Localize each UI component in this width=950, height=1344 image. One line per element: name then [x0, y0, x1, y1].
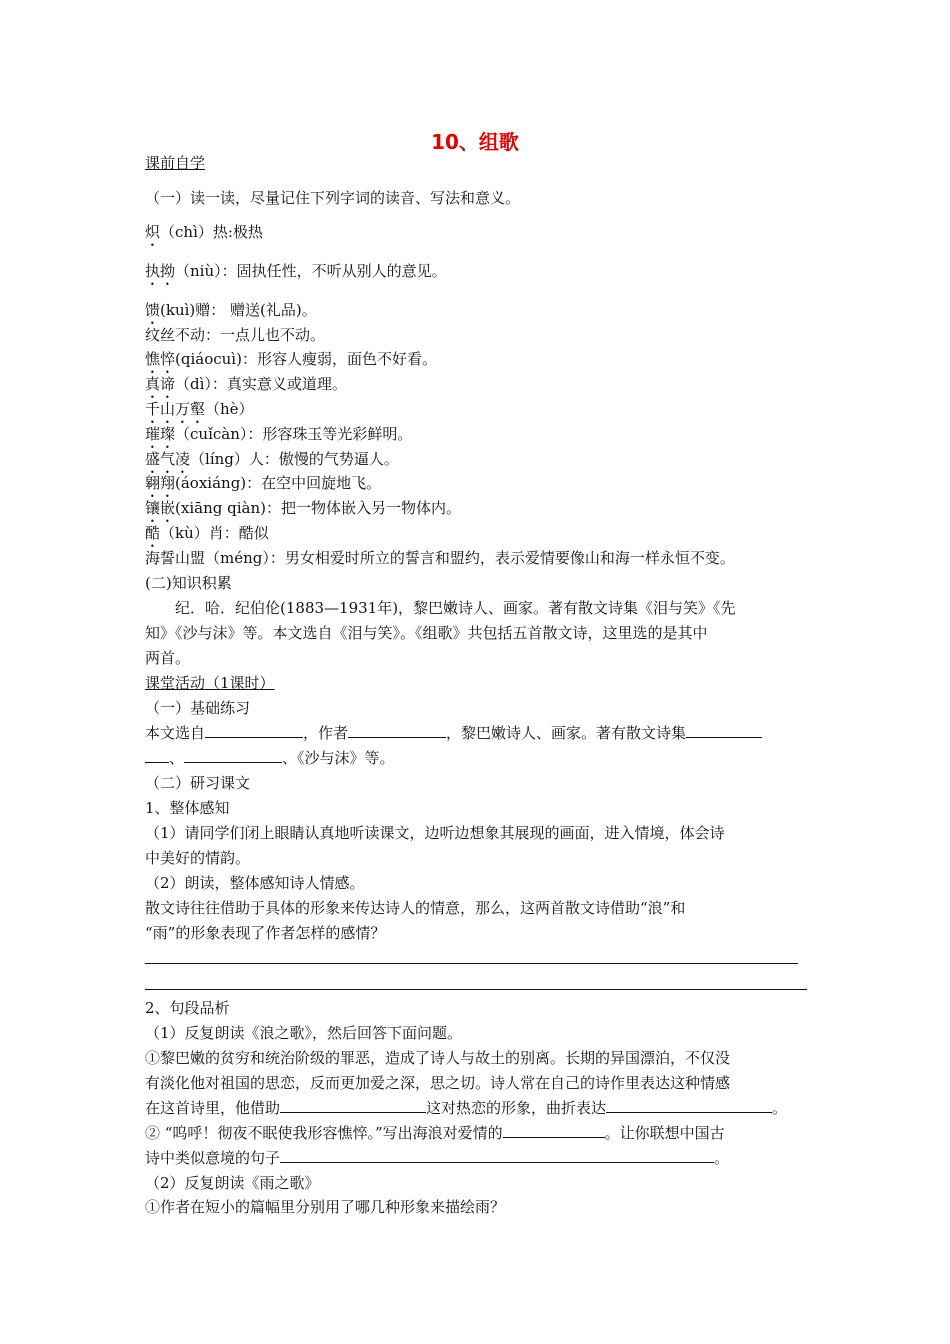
answer-blank[interactable]: [280, 1148, 714, 1163]
basic-fill-line: [145, 748, 395, 768]
question-line: ①黎巴嫩的贫穷和统治阶级的罪恶，造成了诗人与故土的别离。长期的异国漂泊，不仅没: [145, 1049, 731, 1067]
vocab-word: 盛气凌: [145, 450, 191, 468]
answer-blank[interactable]: [686, 723, 762, 738]
vocab-item: [145, 300, 317, 328]
vocab-item: [145, 523, 269, 551]
vocab-item: [145, 374, 347, 402]
fill-line: [145, 1148, 729, 1168]
answer-blank[interactable]: [205, 723, 303, 738]
answer-blank[interactable]: [348, 723, 446, 738]
fill-text: ，作者: [303, 724, 349, 742]
study-text-heading: （二）研习课文: [145, 774, 251, 792]
question-line: （1）请同学们闭上眼睛认真地听读课文，边听边想象其展现的画面，进入情境，体会诗: [145, 824, 725, 842]
answer-blank[interactable]: [606, 1098, 772, 1113]
question-line: 散文诗往往借助于具体的形象来传达诗人的情意，那么，这两首散文诗借助“浪”和: [145, 899, 686, 917]
question-line: ①作者在短小的篇幅里分别用了哪几种形象来描绘雨？: [145, 1198, 506, 1216]
fill-line: [145, 1123, 725, 1143]
vocab-word: 执拗: [145, 262, 176, 280]
knowledge-text-line: 知》《沙与沫》等。本文选自《泪与笑》。《组歌》共包括五首散文诗，这里选的是其中: [145, 624, 708, 642]
knowledge-text-line: 纪．哈．纪伯伦(1883—1931年)，黎巴嫩诗人、画家。著有散文诗集《泪与笑》《先: [175, 599, 736, 617]
vocab-word: 馈: [145, 301, 161, 319]
vocab-definition: （chì）热:极热: [160, 223, 263, 241]
fill-text: 。让你联想中国古: [604, 1124, 725, 1142]
fill-text: ② “呜呼！彻夜不眠使我形容憔悴。”写出海浪对爱情的: [145, 1124, 503, 1142]
vocab-word: 璀璨: [145, 425, 176, 443]
vocab-definition: （kù）肖：酷似: [160, 524, 269, 542]
page-title: 10、组歌: [431, 130, 519, 154]
part1-heading: （一）读一读，尽量记住下列字词的读音、写法和意义。: [145, 189, 521, 207]
answer-line[interactable]: [145, 963, 798, 964]
question-line: （1）反复朗读《浪之歌》，然后回答下面问题。: [145, 1024, 463, 1042]
fill-text: 在这首诗里，他借助: [145, 1099, 281, 1117]
vocab-item: [145, 473, 381, 501]
fill-text: 、: [169, 749, 185, 767]
answer-blank[interactable]: [280, 1098, 426, 1113]
subsection-heading: 2、句段品析: [145, 999, 230, 1017]
vocab-definition: （hè）: [205, 400, 254, 418]
fill-text: 。: [714, 1149, 730, 1167]
section-heading-classroom: 课堂活动（1课时）: [145, 674, 275, 692]
question-line: （2）朗读，整体感知诗人情感。: [145, 874, 365, 892]
answer-line[interactable]: [145, 989, 807, 990]
vocab-item: [145, 261, 447, 289]
fill-text: 。: [772, 1099, 788, 1117]
basic-practice-heading: （一）基础练习: [145, 699, 251, 717]
knowledge-text-line: 两首。: [145, 649, 191, 667]
answer-blank[interactable]: [503, 1123, 605, 1138]
vocab-word: 千山万壑: [145, 400, 206, 418]
fill-text: ，黎巴嫩诗人、画家。著有散文诗集: [446, 724, 687, 742]
basic-fill-line: [145, 723, 762, 743]
vocab-definition: （niù）：固执任性，不听从别人的意见。: [175, 262, 447, 280]
vocab-word: 酷: [145, 524, 161, 542]
vocab-definition: （dì）：真实意义或道理。: [175, 375, 347, 393]
vocab-definition: (kuì)赠： 赠送(礼品)。: [160, 301, 317, 319]
vocab-definition: （cuǐcàn）：形容珠玉等光彩鲜明。: [175, 425, 413, 443]
vocab-word: 憔悴: [145, 350, 176, 368]
vocab-definition: (xiāng qiàn)：把一物体嵌入另一物体内。: [175, 499, 461, 517]
vocab-definition: (qiáocuì)：形容人瘦弱，面色不好看。: [175, 350, 437, 368]
vocab-word: 海誓山盟: [145, 549, 206, 567]
fill-text: 、《沙与沫》等。: [282, 749, 395, 767]
vocab-word: 真谛: [145, 375, 176, 393]
subsection-heading: 1、整体感知: [145, 799, 230, 817]
vocab-word: 翱翔: [145, 474, 176, 492]
vocab-item: [145, 548, 735, 568]
answer-blank[interactable]: [184, 748, 282, 763]
vocab-item: [145, 222, 263, 250]
fill-line: [145, 1098, 787, 1118]
part2-heading: (二)知识积累: [145, 574, 232, 592]
question-line: 有淡化他对祖国的思恋，反而更加爱之深，思之切。诗人常在自己的诗作里表达这种情感: [145, 1074, 731, 1092]
section-heading-pre-study: 课前自学: [145, 154, 206, 172]
vocab-word: 镶嵌: [145, 499, 176, 517]
vocab-item: [145, 498, 461, 526]
fill-text: 这对热恋的形象，曲折表达: [426, 1099, 607, 1117]
question-line: 中美好的情韵。: [145, 849, 251, 867]
fill-text: 本文选自: [145, 724, 206, 742]
vocab-item: [145, 325, 325, 345]
vocab-item: [145, 349, 437, 377]
vocab-item: [145, 399, 254, 427]
vocab-word: 纹丝不动: [145, 326, 206, 344]
vocab-definition: （líng）人：傲慢的气势逼人。: [190, 450, 399, 468]
vocab-word: 炽: [145, 223, 161, 241]
vocab-definition: ：一点儿也不动。: [205, 326, 326, 344]
question-line: “雨”的形象表现了作者怎样的感情？: [145, 924, 386, 942]
vocab-item: [145, 424, 412, 452]
vocab-definition: (áoxiáng)：在空中回旋地飞。: [175, 474, 382, 492]
vocab-definition: （méng）：男女相爱时所立的誓言和盟约，表示爱情要像山和海一样永恒不变。: [205, 549, 735, 567]
fill-text: 诗中类似意境的句子: [145, 1149, 281, 1167]
question-line: （2）反复朗读《雨之歌》: [145, 1174, 320, 1192]
answer-blank[interactable]: [145, 748, 169, 763]
